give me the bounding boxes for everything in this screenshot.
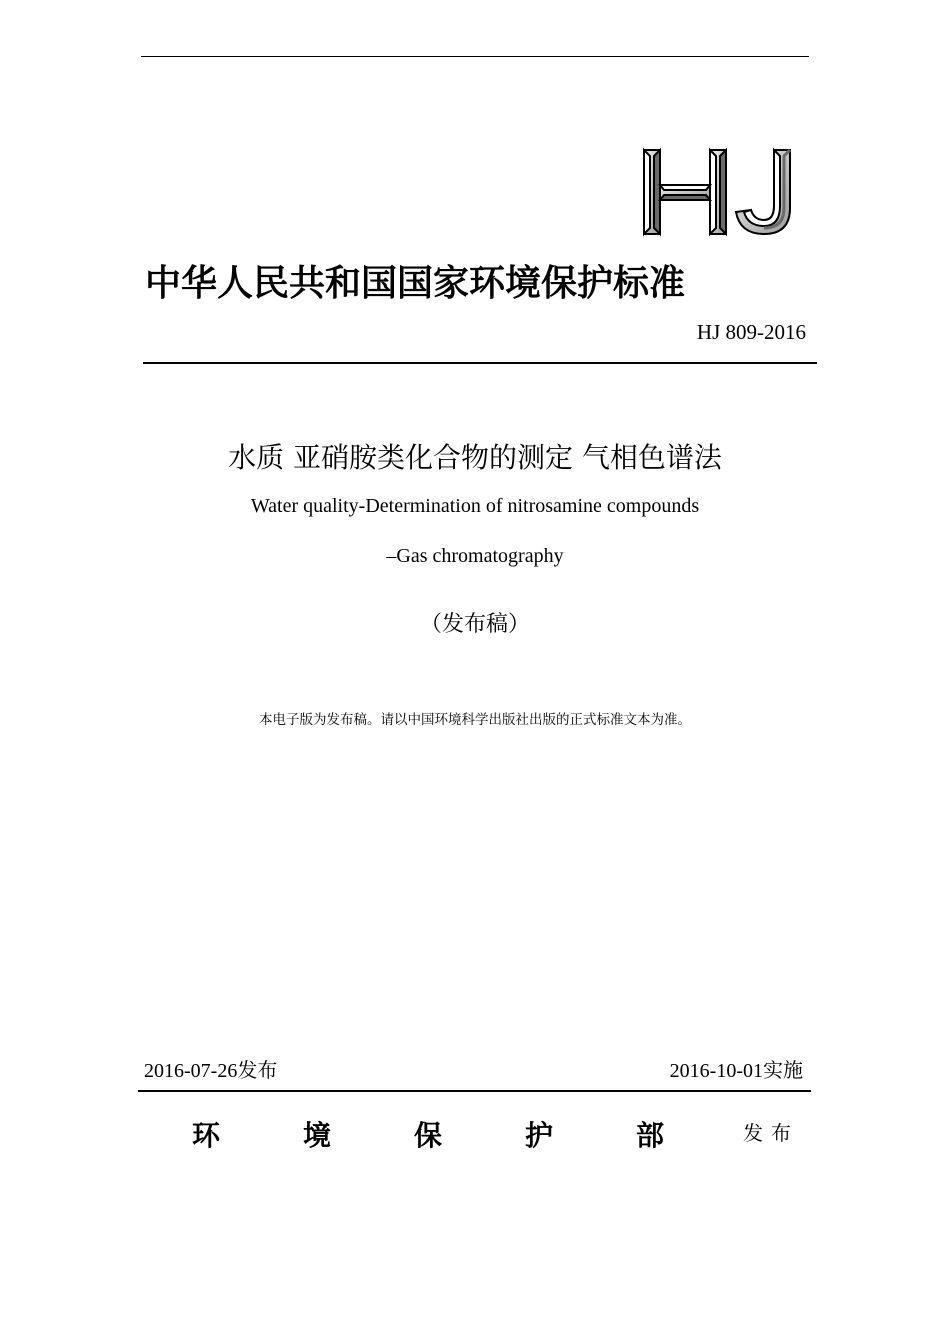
bottom-rule	[138, 1090, 811, 1092]
title-chinese: 水质 亚硝胺类化合物的测定 气相色谱法	[228, 441, 722, 474]
publisher-char-4: 护	[525, 1119, 554, 1152]
effective-date: 2016-10-01实施	[669, 1060, 803, 1082]
logo-letter-j	[736, 150, 790, 234]
publisher-char-3: 保	[414, 1119, 443, 1152]
release-date: 2016-07-26发布	[144, 1060, 278, 1082]
org-title: 中华人民共和国国家环境保护标准	[145, 263, 686, 304]
edition-note: 本电子版为发布稿。请以中国环境科学出版社出版的正式标准文本为准。	[259, 712, 691, 728]
publisher-char-2: 境	[303, 1119, 332, 1152]
title-english-line1: Water quality-Determination of nitrosamine compounds	[250, 495, 700, 517]
header-rule	[143, 362, 817, 364]
publisher-char-5: 部	[636, 1119, 665, 1152]
hj-logo	[636, 140, 806, 240]
draft-label: （发布稿）	[419, 612, 530, 637]
top-rule	[141, 56, 809, 57]
logo-letter-h	[644, 150, 726, 234]
standard-number: HJ 809-2016	[696, 320, 806, 344]
publisher-char-1: 环	[192, 1119, 221, 1152]
title-english-line2: –Gas chromatography	[386, 545, 564, 567]
issue-label: 发布	[743, 1121, 799, 1145]
